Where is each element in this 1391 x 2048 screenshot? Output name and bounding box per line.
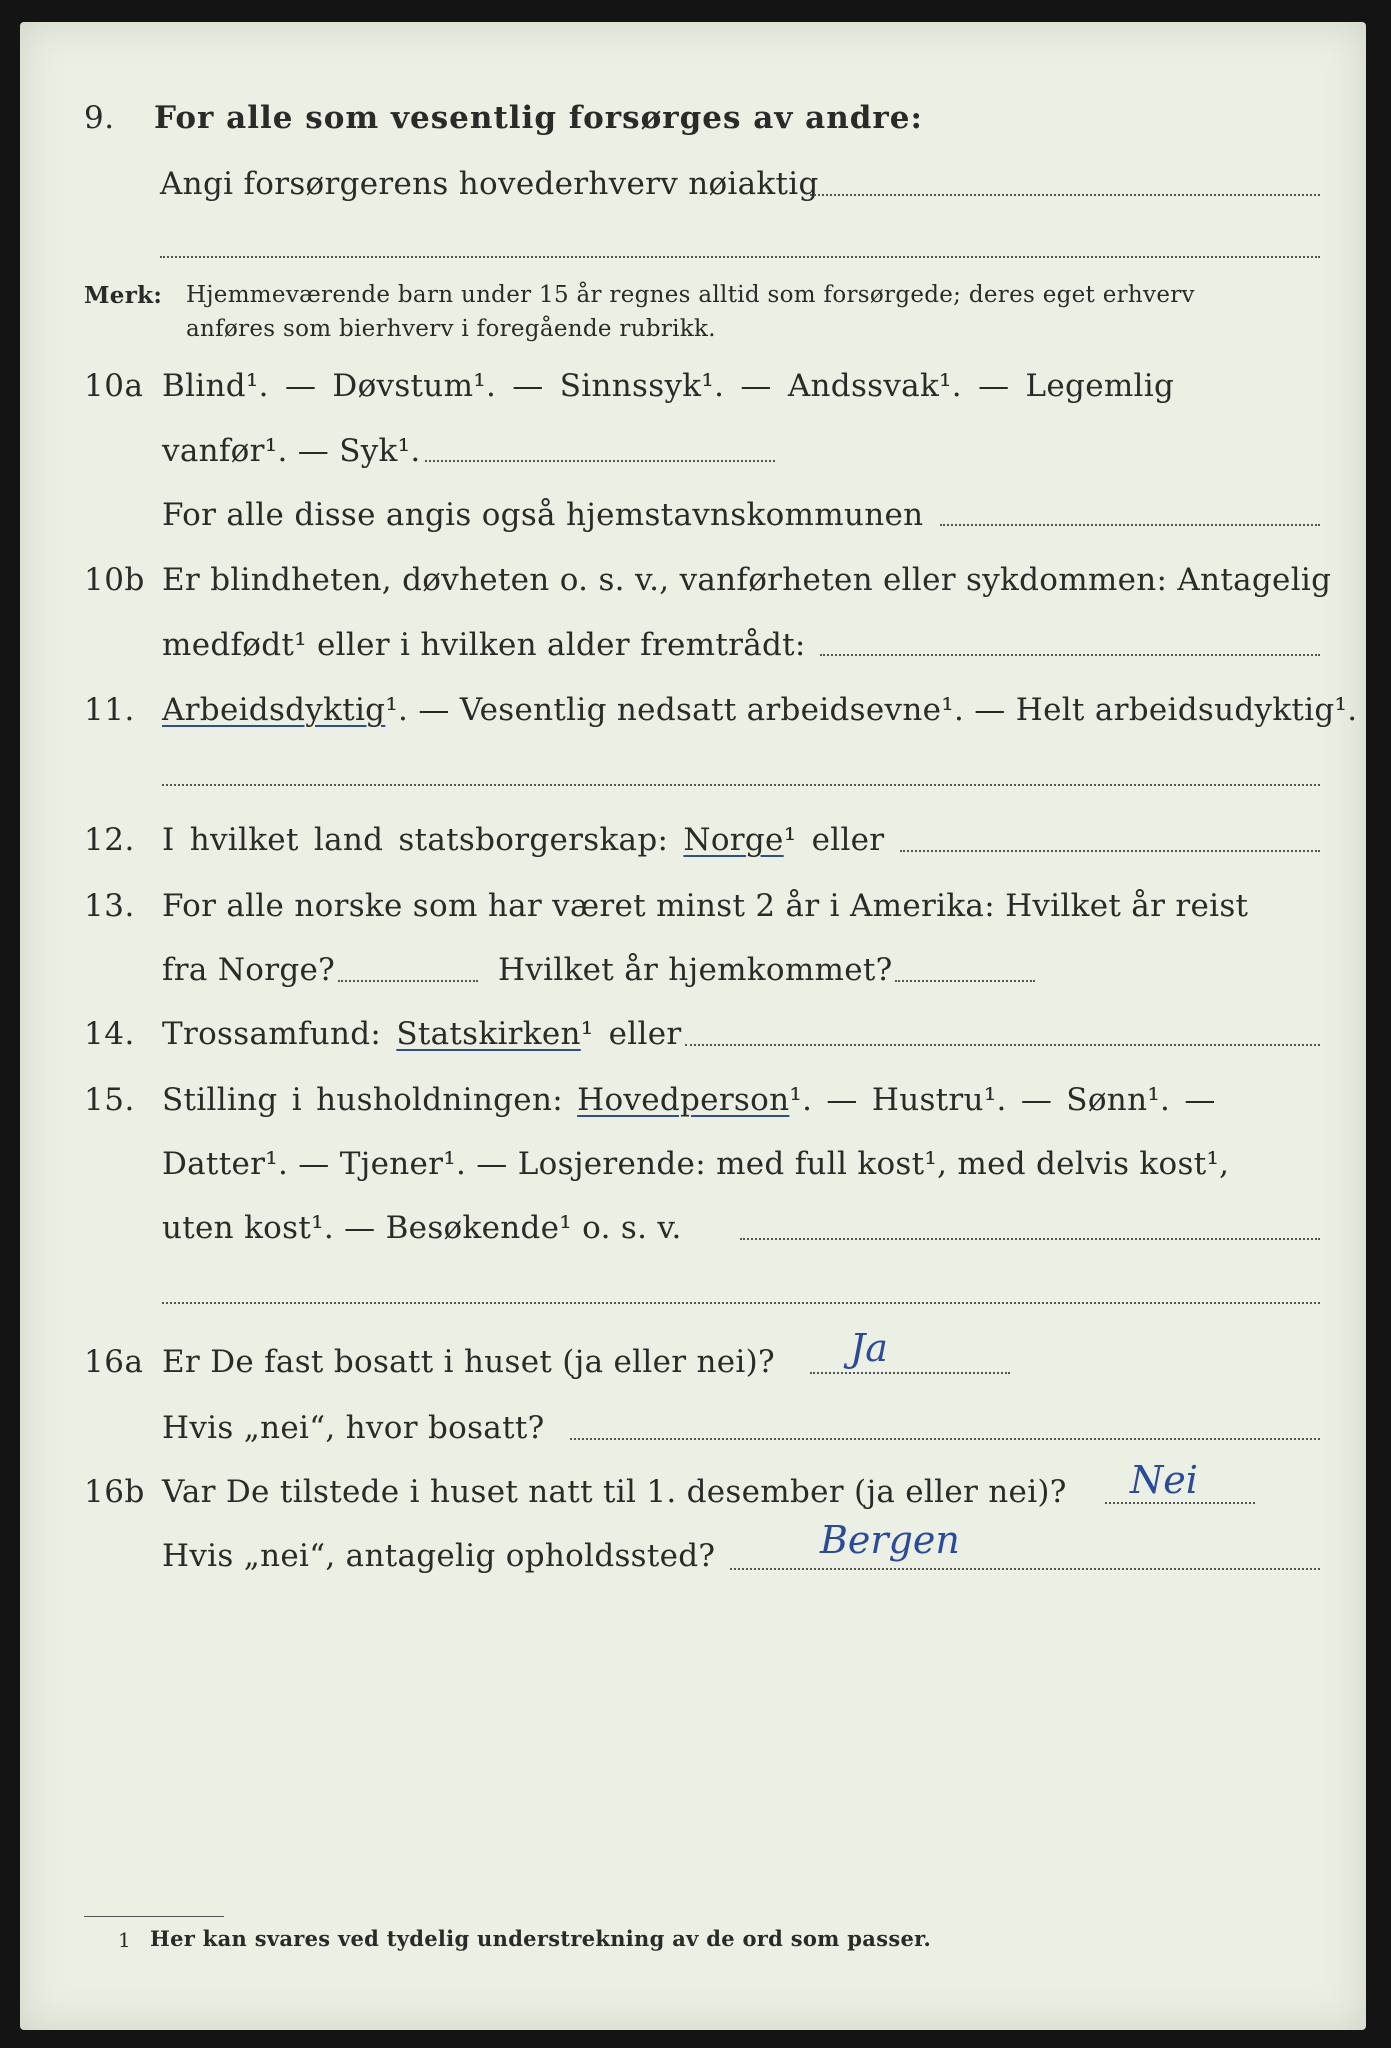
q12-suffix: ¹ eller <box>783 822 885 858</box>
q16b-line-1: Var De tilstede i huset natt til 1. desember (ja eller nei)? <box>162 1474 1067 1510</box>
q12-line <box>162 822 884 858</box>
q9-occupation-field[interactable] <box>810 194 1320 196</box>
q10b-line-1: Er blindheten, døvheten o. s. v., vanførheten eller sykdommen: Antagelig <box>162 562 1332 598</box>
q16a-line-1: Er De fast bosatt i huset (ja eller nei)? <box>162 1344 775 1380</box>
q11-rest: ¹. — Vesentlig nedsatt arbeidsevne¹. — Helt arbeidsudyktig¹. <box>385 692 1358 728</box>
q12-underlined-option[interactable]: Norge <box>683 822 784 858</box>
q16b-handwritten-whereabouts: Bergen <box>820 1518 960 1562</box>
q15-line-2: Datter¹. — Tjener¹. — Losjerende: med full kost¹, med delvis kost¹, <box>162 1146 1230 1182</box>
q10a-line-1: Blind¹. — Døvstum¹. — Sinnssyk¹. — Andssvak¹. — Legemlig <box>162 368 1175 404</box>
q11-extra-field[interactable] <box>162 784 1320 786</box>
q13-emigrated-year-field[interactable] <box>338 980 478 982</box>
footnote-mark: 1 <box>118 1928 132 1952</box>
q14-underlined-option[interactable]: Statskirken <box>396 1016 581 1052</box>
q16a-answer-field[interactable] <box>810 1372 1010 1374</box>
q16b-line-2: Hvis „nei“, antagelig opholdssted? <box>162 1538 716 1574</box>
q16a-number: 16a <box>84 1344 144 1380</box>
q12-number: 12. <box>84 822 135 858</box>
q16b-handwritten-answer: Nei <box>1130 1458 1198 1502</box>
footnote-rule <box>84 1916 224 1917</box>
q13-line-2a: fra Norge? <box>162 952 336 988</box>
q13-line-2b: Hvilket år hjemkommet? <box>498 952 893 988</box>
q16a-handwritten-answer: Ja <box>850 1326 888 1370</box>
q12-prefix: I hvilket land statsborgerskap: <box>162 822 669 858</box>
q15-other-field[interactable] <box>740 1238 1320 1240</box>
q16b-whereabouts-field[interactable] <box>730 1568 1320 1570</box>
q15-line-3: uten kost¹. — Besøkende¹ o. s. v. <box>162 1210 682 1246</box>
q9-occupation-field-2[interactable] <box>160 256 1320 258</box>
merk-line-2: anføres som bierhverv i foregående rubrikk. <box>186 316 716 342</box>
q10a-line-2: vanfør¹. — Syk¹. <box>162 433 421 469</box>
q15-number: 15. <box>84 1082 135 1118</box>
q14-prefix: Trossamfund: <box>162 1016 382 1052</box>
q10a-home-municipality-field[interactable] <box>940 524 1320 526</box>
q10b-age-field[interactable] <box>820 654 1320 656</box>
q10a-illness-field[interactable] <box>425 460 775 462</box>
q16a-residence-field[interactable] <box>570 1438 1320 1440</box>
q14-line <box>162 1016 682 1052</box>
q11-line <box>162 692 1357 728</box>
q13-line-1: For alle norske som har været minst 2 år i Amerika: Hvilket år reist <box>162 888 1249 924</box>
q15-line-1 <box>162 1082 1216 1118</box>
q10a-line-3: For alle disse angis også hjemstavnskommunen <box>162 497 924 533</box>
q11-number: 11. <box>84 692 135 728</box>
q15-suffix: ¹. — Hustru¹. — Sønn¹. — <box>789 1082 1216 1118</box>
q11-underlined-option[interactable]: Arbeidsdyktig <box>162 692 386 728</box>
q13-returned-year-field[interactable] <box>895 980 1035 982</box>
q16b-answer-field[interactable] <box>1105 1502 1255 1504</box>
q13-number: 13. <box>84 888 135 924</box>
q14-other-field[interactable] <box>685 1044 1320 1046</box>
q16a-line-2: Hvis „nei“, hvor bosatt? <box>162 1410 545 1446</box>
q9-number: 9. <box>84 100 115 136</box>
q15-extra-field[interactable] <box>162 1302 1320 1304</box>
q14-suffix: ¹ eller <box>580 1016 682 1052</box>
q12-other-country-field[interactable] <box>900 850 1320 852</box>
q9-heading: For alle som vesentlig forsørges av andre: <box>154 100 923 136</box>
merk-label: Merk: <box>84 282 163 309</box>
q15-underlined-option[interactable]: Hovedperson <box>577 1082 790 1118</box>
q15-prefix: Stilling i husholdningen: <box>162 1082 563 1118</box>
q16b-number: 16b <box>84 1474 145 1510</box>
census-form <box>20 22 1366 2030</box>
q10b-number: 10b <box>84 562 145 598</box>
footnote-text: Her kan svares ved tydelig understrekning av de ord som passer. <box>150 1926 932 1951</box>
q10a-number: 10a <box>84 368 144 404</box>
q14-number: 14. <box>84 1016 135 1052</box>
merk-line-1: Hjemmeværende barn under 15 år regnes alltid som forsørgede; deres eget erhverv <box>186 282 1195 308</box>
q9-occupation-label: Angi forsørgerens hovederhverv nøiaktig <box>160 166 819 202</box>
q10b-line-2: medfødt¹ eller i hvilken alder fremtrådt: <box>162 627 806 663</box>
form-sheet <box>20 22 1366 2030</box>
